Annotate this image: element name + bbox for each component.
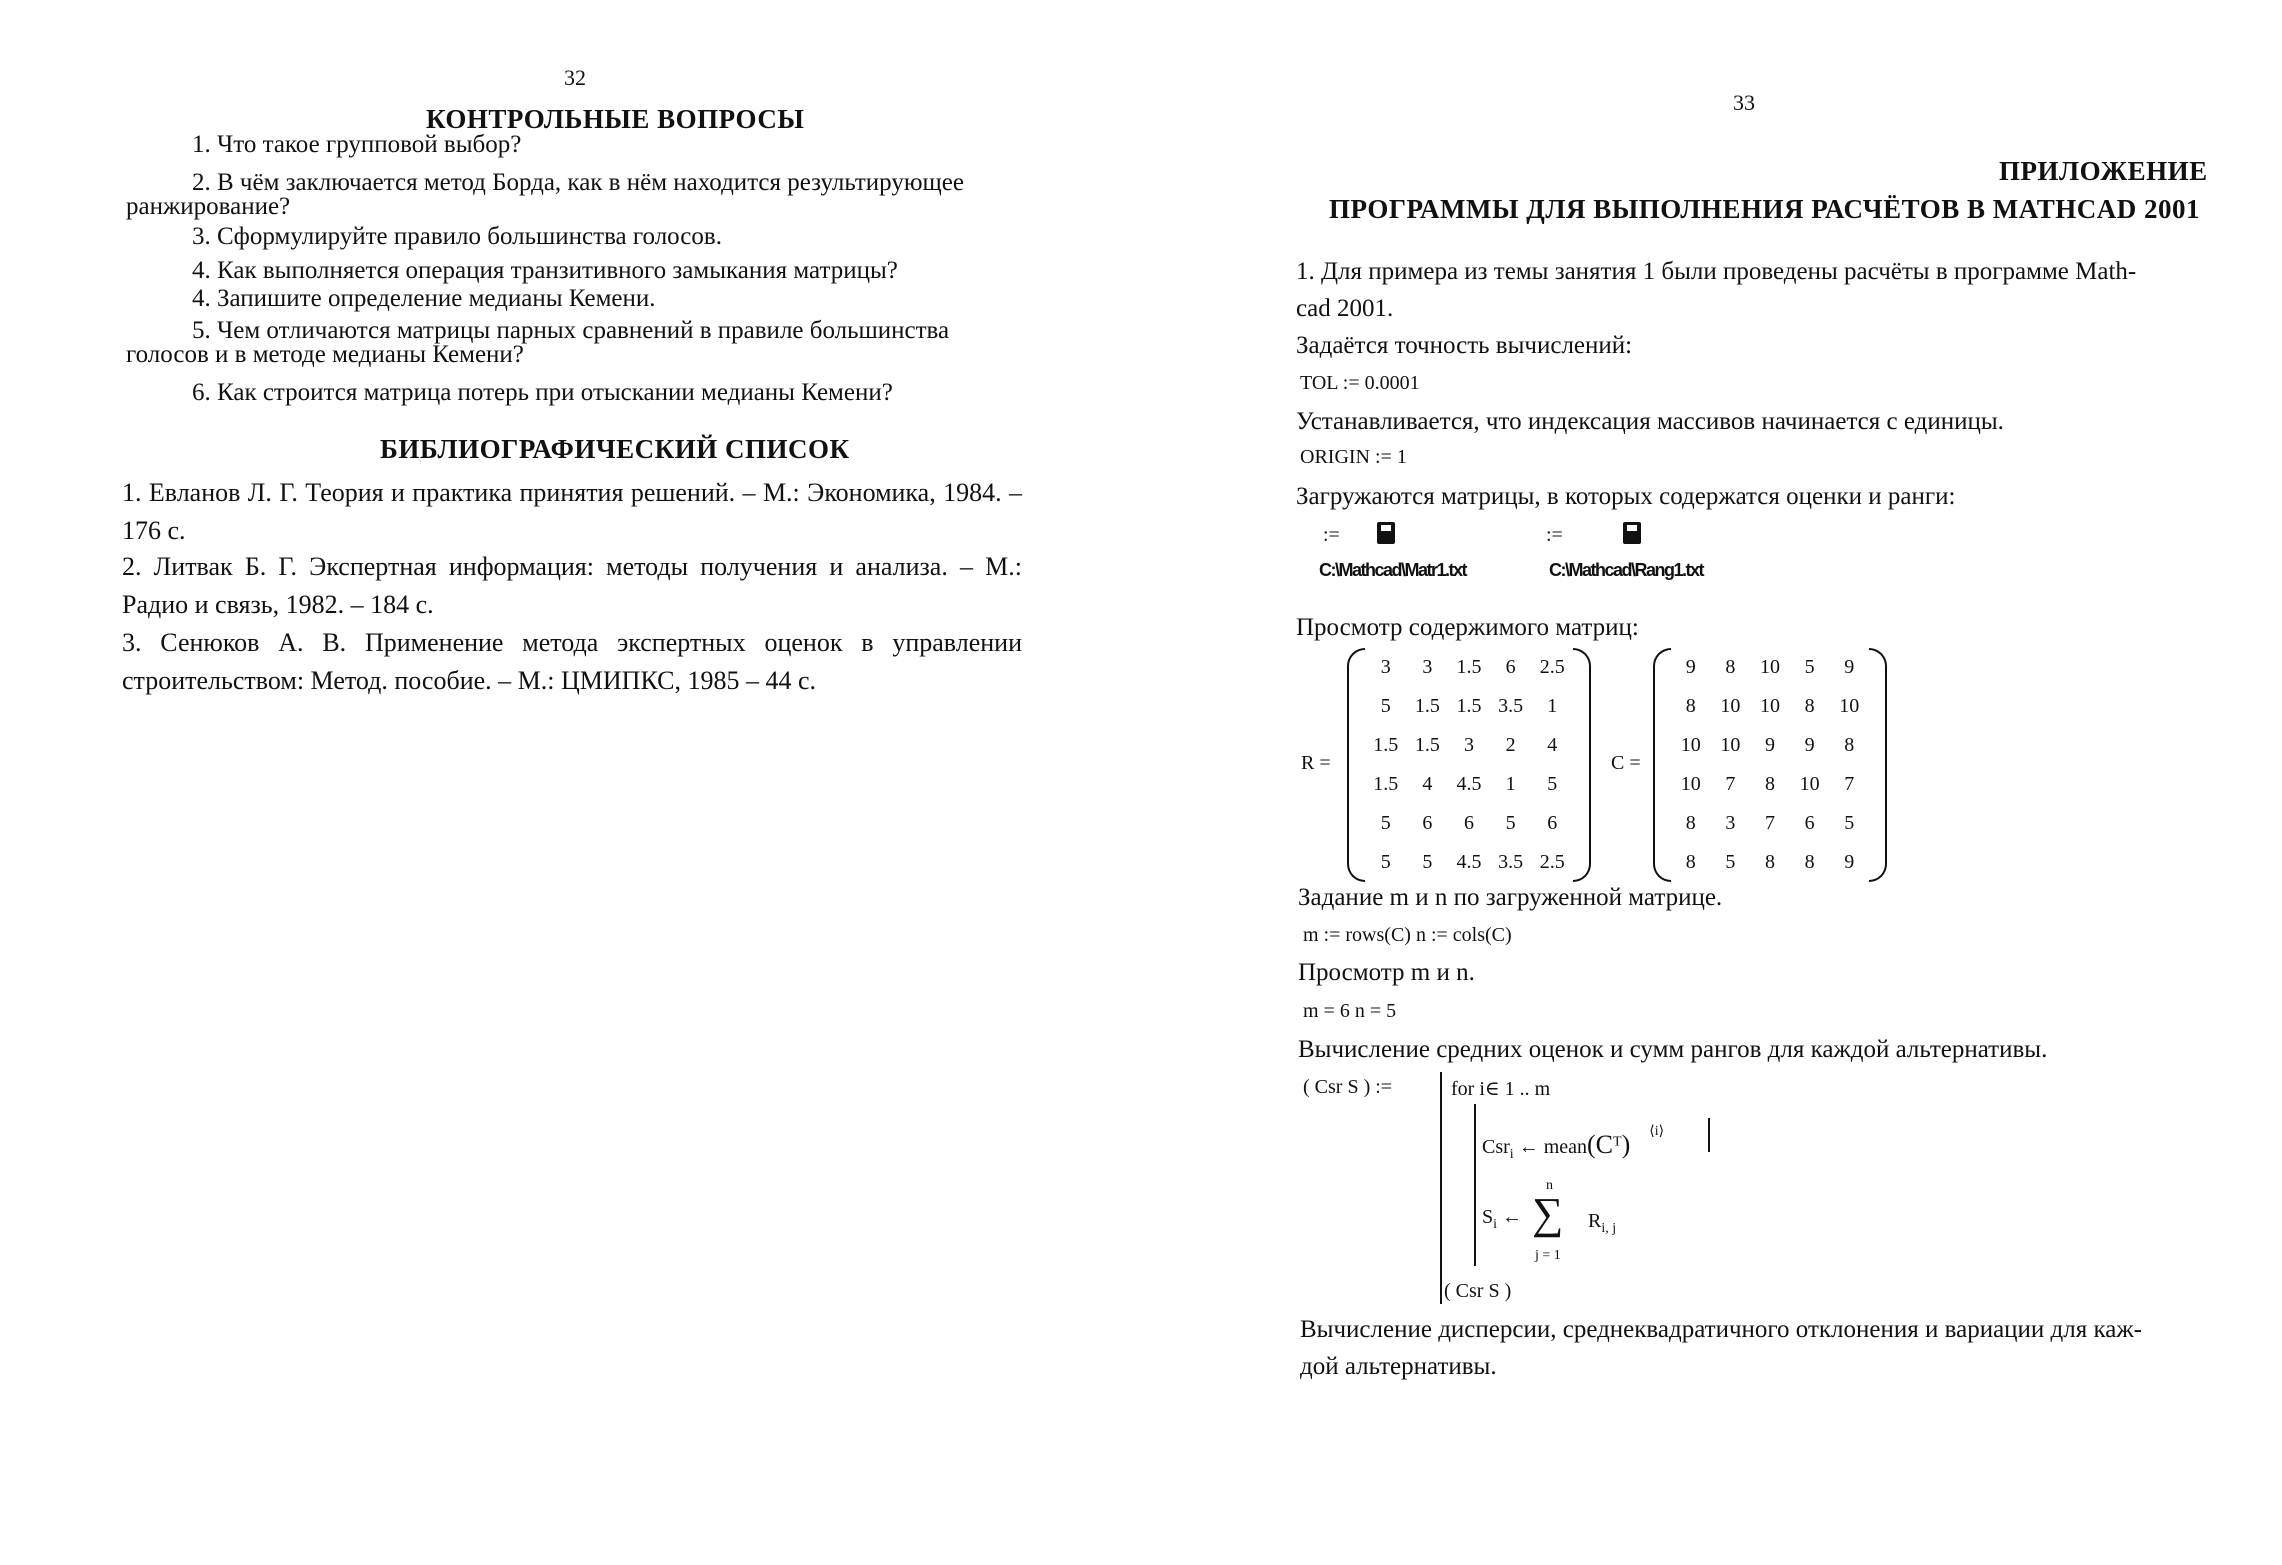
question-2-cont: ранжирование? (126, 193, 291, 220)
assign-operator-2: := (1546, 524, 1563, 546)
matrix-cell: 6 (1804, 812, 1815, 834)
matrix-cell: 4 (1422, 773, 1433, 795)
matrix-cell: 1.5 (1373, 773, 1399, 795)
matrix-cell: 10 (1720, 734, 1741, 756)
question-5-cont: голосов и в методе медианы Кемени? (126, 341, 524, 368)
file-disk-icon (1623, 522, 1641, 544)
matrix-c (1653, 648, 1887, 882)
matrix-cell: 8 (1844, 734, 1855, 756)
page-number: 33 (1733, 90, 1755, 115)
bibliography-item-3: 3. Сенюков А. В. Применение метода экспертных оценок в управлении строительством: Метод. пособие. – М.: ЦМИПКС, 1985 – 44 с. (122, 628, 1022, 695)
right-bracket (1869, 648, 1887, 882)
sum-lower-limit: j = 1 (1535, 1248, 1561, 1263)
matrix-cell: 6 (1463, 812, 1474, 834)
matrix-cell: 2 (1505, 734, 1516, 756)
matrix-row (1365, 687, 1573, 726)
matrix-cell: 4 (1547, 734, 1558, 756)
matrix-cell: 8 (1685, 695, 1696, 717)
mn-values: m = 6 n = 5 (1303, 1000, 1397, 1022)
matrix-cell: 3.5 (1498, 851, 1524, 873)
mn-text: Задание m и n по загруженной матрице. (1298, 884, 1723, 911)
matrix-row (1671, 765, 1869, 804)
average-text: Вычисление средних оценок и сумм рангов для каждой альтернативы. (1298, 1036, 2048, 1063)
questions-heading: КОНТРОЛЬНЫЕ ВОПРОСЫ (426, 104, 805, 134)
file-disk-icon (1377, 522, 1395, 544)
question-6: 6. Как строится матрица потерь при отыскании медианы Кемени? (192, 379, 893, 406)
matrix-cell: 3.5 (1498, 695, 1524, 717)
dispersion-line-2: дой альтернативы. (1300, 1353, 1497, 1380)
program-mean-line: Csr$_i$ ← $mean(C^T)$ $^{⟨i⟩}$ (1482, 1124, 1665, 1162)
mn-expression: m := rows(C) n := cols(C) (1303, 924, 1512, 946)
matrix-r (1347, 648, 1591, 882)
matrix-row (1365, 765, 1573, 804)
question-2: 2. В чём заключается метод Борда, как в нём находится результирующее (192, 169, 964, 196)
matrix-row (1365, 843, 1573, 882)
matrix-cell: 9 (1804, 734, 1815, 756)
intro-line-1: 1. Для примера из темы занятия 1 были проведены расчёты в программе Math- (1296, 258, 2137, 285)
matrix-cell: 1.5 (1414, 734, 1440, 756)
sum-term: $R_{i, j}$ (1588, 1210, 1617, 1236)
matrix-cell: 8 (1804, 851, 1815, 873)
matrix-row (1671, 726, 1869, 765)
origin-text: Устанавливается, что индексация массивов начинается с единицы. (1296, 408, 2004, 435)
matrix-cell: 9 (1844, 851, 1855, 873)
matrix-cell: 1.5 (1373, 734, 1399, 756)
matrix-cell: 8 (1685, 851, 1696, 873)
bibliography-item-1: 1. Евланов Л. Г. Теория и практика принятия решений. – М.: Экономика, 1984. – 176 с. (122, 478, 1022, 545)
matrix-row (1365, 726, 1573, 765)
bibliography-item-2: 2. Литвак Б. Г. Экспертная информация: методы получения и анализа. – М.: Радио и связь, 1982. – 184 с. (122, 552, 1022, 619)
matrix-cell: 1.5 (1414, 695, 1440, 717)
matrix-cell: 10 (1839, 695, 1860, 717)
matrix-cell: 9 (1764, 734, 1775, 756)
intro-line-2: cad 2001. (1296, 295, 1394, 322)
matrix-cell: 5 (1547, 773, 1558, 795)
matrix-cell: 5 (1380, 851, 1391, 873)
matrix-cell: 2.5 (1539, 656, 1565, 678)
bracket-line (1708, 1118, 1710, 1152)
matrix-cell: 1.5 (1456, 656, 1482, 678)
matrix-row (1365, 804, 1573, 843)
matrix-cell: 3 (1380, 656, 1391, 678)
view-text: Просмотр содержимого матриц: (1296, 614, 1639, 641)
matrix-cell: 8 (1685, 812, 1696, 834)
matrix-cell: 10 (1799, 773, 1820, 795)
matrix-row (1671, 843, 1869, 882)
origin-expression: ORIGIN := 1 (1300, 446, 1407, 468)
left-bracket (1653, 648, 1671, 882)
matrix-cell: 5 (1844, 812, 1855, 834)
matrix-cell: 10 (1680, 773, 1701, 795)
assign-operator-1: := (1323, 524, 1340, 546)
matrix-r-table (1365, 648, 1573, 882)
tol-text: Задаётся точность вычислений: (1296, 332, 1633, 359)
matrix-cell: 3 (1463, 734, 1474, 756)
matrix-cell: 8 (1764, 773, 1775, 795)
matrix-cell: 3 (1422, 656, 1433, 678)
matrix-cell: 7 (1844, 773, 1855, 795)
left-bracket (1347, 648, 1365, 882)
matrix-row (1671, 687, 1869, 726)
bibliography-heading: БИБЛИОГРАФИЧЕСКИЙ СПИСОК (380, 434, 850, 464)
matrix-cell: 8 (1804, 695, 1815, 717)
mn-view-text: Просмотр m и n. (1298, 959, 1475, 986)
matrix-cell: 6 (1505, 656, 1516, 678)
right-page (1141, 0, 2282, 1565)
matrix-cell: 9 (1844, 656, 1855, 678)
file-path-matr: C:\Mathcad\Matr1.txt (1319, 560, 1467, 580)
matrix-cell: 8 (1725, 656, 1736, 678)
program-sum-line: $S_i$ ← (1482, 1206, 1523, 1232)
matrix-row (1365, 648, 1573, 687)
matrix-cell: 6 (1547, 812, 1558, 834)
file-path-rang: C:\Mathcad\Rang1.txt (1549, 560, 1704, 580)
matrix-cell: 10 (1759, 695, 1780, 717)
sum-symbol: ∑ (1532, 1189, 1564, 1238)
matrix-row (1671, 648, 1869, 687)
question-1: 1. Что такое групповой выбор? (192, 131, 522, 158)
matrix-cell: 1 (1547, 695, 1558, 717)
page-number: 32 (564, 65, 586, 90)
program-for: for i∈ 1 .. m (1451, 1078, 1551, 1100)
tol-expression: TOL := 0.0001 (1300, 372, 1420, 394)
program-return: ( Csr S ) (1444, 1280, 1512, 1302)
matrix-cell: 1.5 (1456, 695, 1482, 717)
matrix-cell: 5 (1725, 851, 1736, 873)
dispersion-line-1: Вычисление дисперсии, среднеквадратичного отклонения и вариации для каж- (1300, 1316, 2142, 1343)
matrix-cell: 7 (1725, 773, 1736, 795)
matrix-cell: 10 (1720, 695, 1741, 717)
load-text: Загружаются матрицы, в которых содержатся оценки и ранги: (1296, 483, 1956, 510)
appendix-heading: ПРИЛОЖЕНИЕ (1999, 156, 2208, 186)
question-3: 3. Сформулируйте правило большинства голосов. (192, 223, 722, 250)
question-5: 5. Чем отличаются матрицы парных сравнений в правиле большинства (192, 317, 950, 344)
matrix-c-label: C = (1611, 752, 1641, 774)
matrix-cell: 5 (1804, 656, 1815, 678)
matrix-cell: 7 (1764, 812, 1775, 834)
matrix-cell: 5 (1422, 851, 1433, 873)
matrix-cell: 10 (1680, 734, 1701, 756)
sum-upper-limit: n (1546, 1178, 1553, 1193)
matrix-cell: 5 (1505, 812, 1516, 834)
matrix-cell: 3 (1725, 812, 1736, 834)
matrix-cell: 9 (1685, 656, 1696, 678)
matrix-r-label: R = (1301, 752, 1331, 774)
matrix-cell: 5 (1380, 695, 1391, 717)
matrix-cell: 10 (1759, 656, 1780, 678)
matrix-cell: 6 (1422, 812, 1433, 834)
matrix-cell: 4.5 (1456, 773, 1482, 795)
program-lhs: ( Csr S ) := (1303, 1076, 1393, 1098)
program-loop-bar (1474, 1104, 1476, 1266)
matrix-cell: 2.5 (1539, 851, 1565, 873)
program-bar (1440, 1072, 1442, 1304)
matrix-c-table (1671, 648, 1869, 882)
matrix-row (1671, 804, 1869, 843)
matrix-cell: 4.5 (1456, 851, 1482, 873)
programs-heading: ПРОГРАММЫ ДЛЯ ВЫПОЛНЕНИЯ РАСЧЁТОВ В MATHCAD 2001 (1329, 194, 2201, 224)
matrix-cell: 5 (1380, 812, 1391, 834)
question-4a: 4. Как выполняется операция транзитивного замыкания матрицы? (192, 257, 898, 284)
matrix-cell: 1 (1505, 773, 1516, 795)
question-4b: 4. Запишите определение медианы Кемени. (192, 285, 656, 312)
matrix-cell: 8 (1764, 851, 1775, 873)
right-bracket (1573, 648, 1591, 882)
